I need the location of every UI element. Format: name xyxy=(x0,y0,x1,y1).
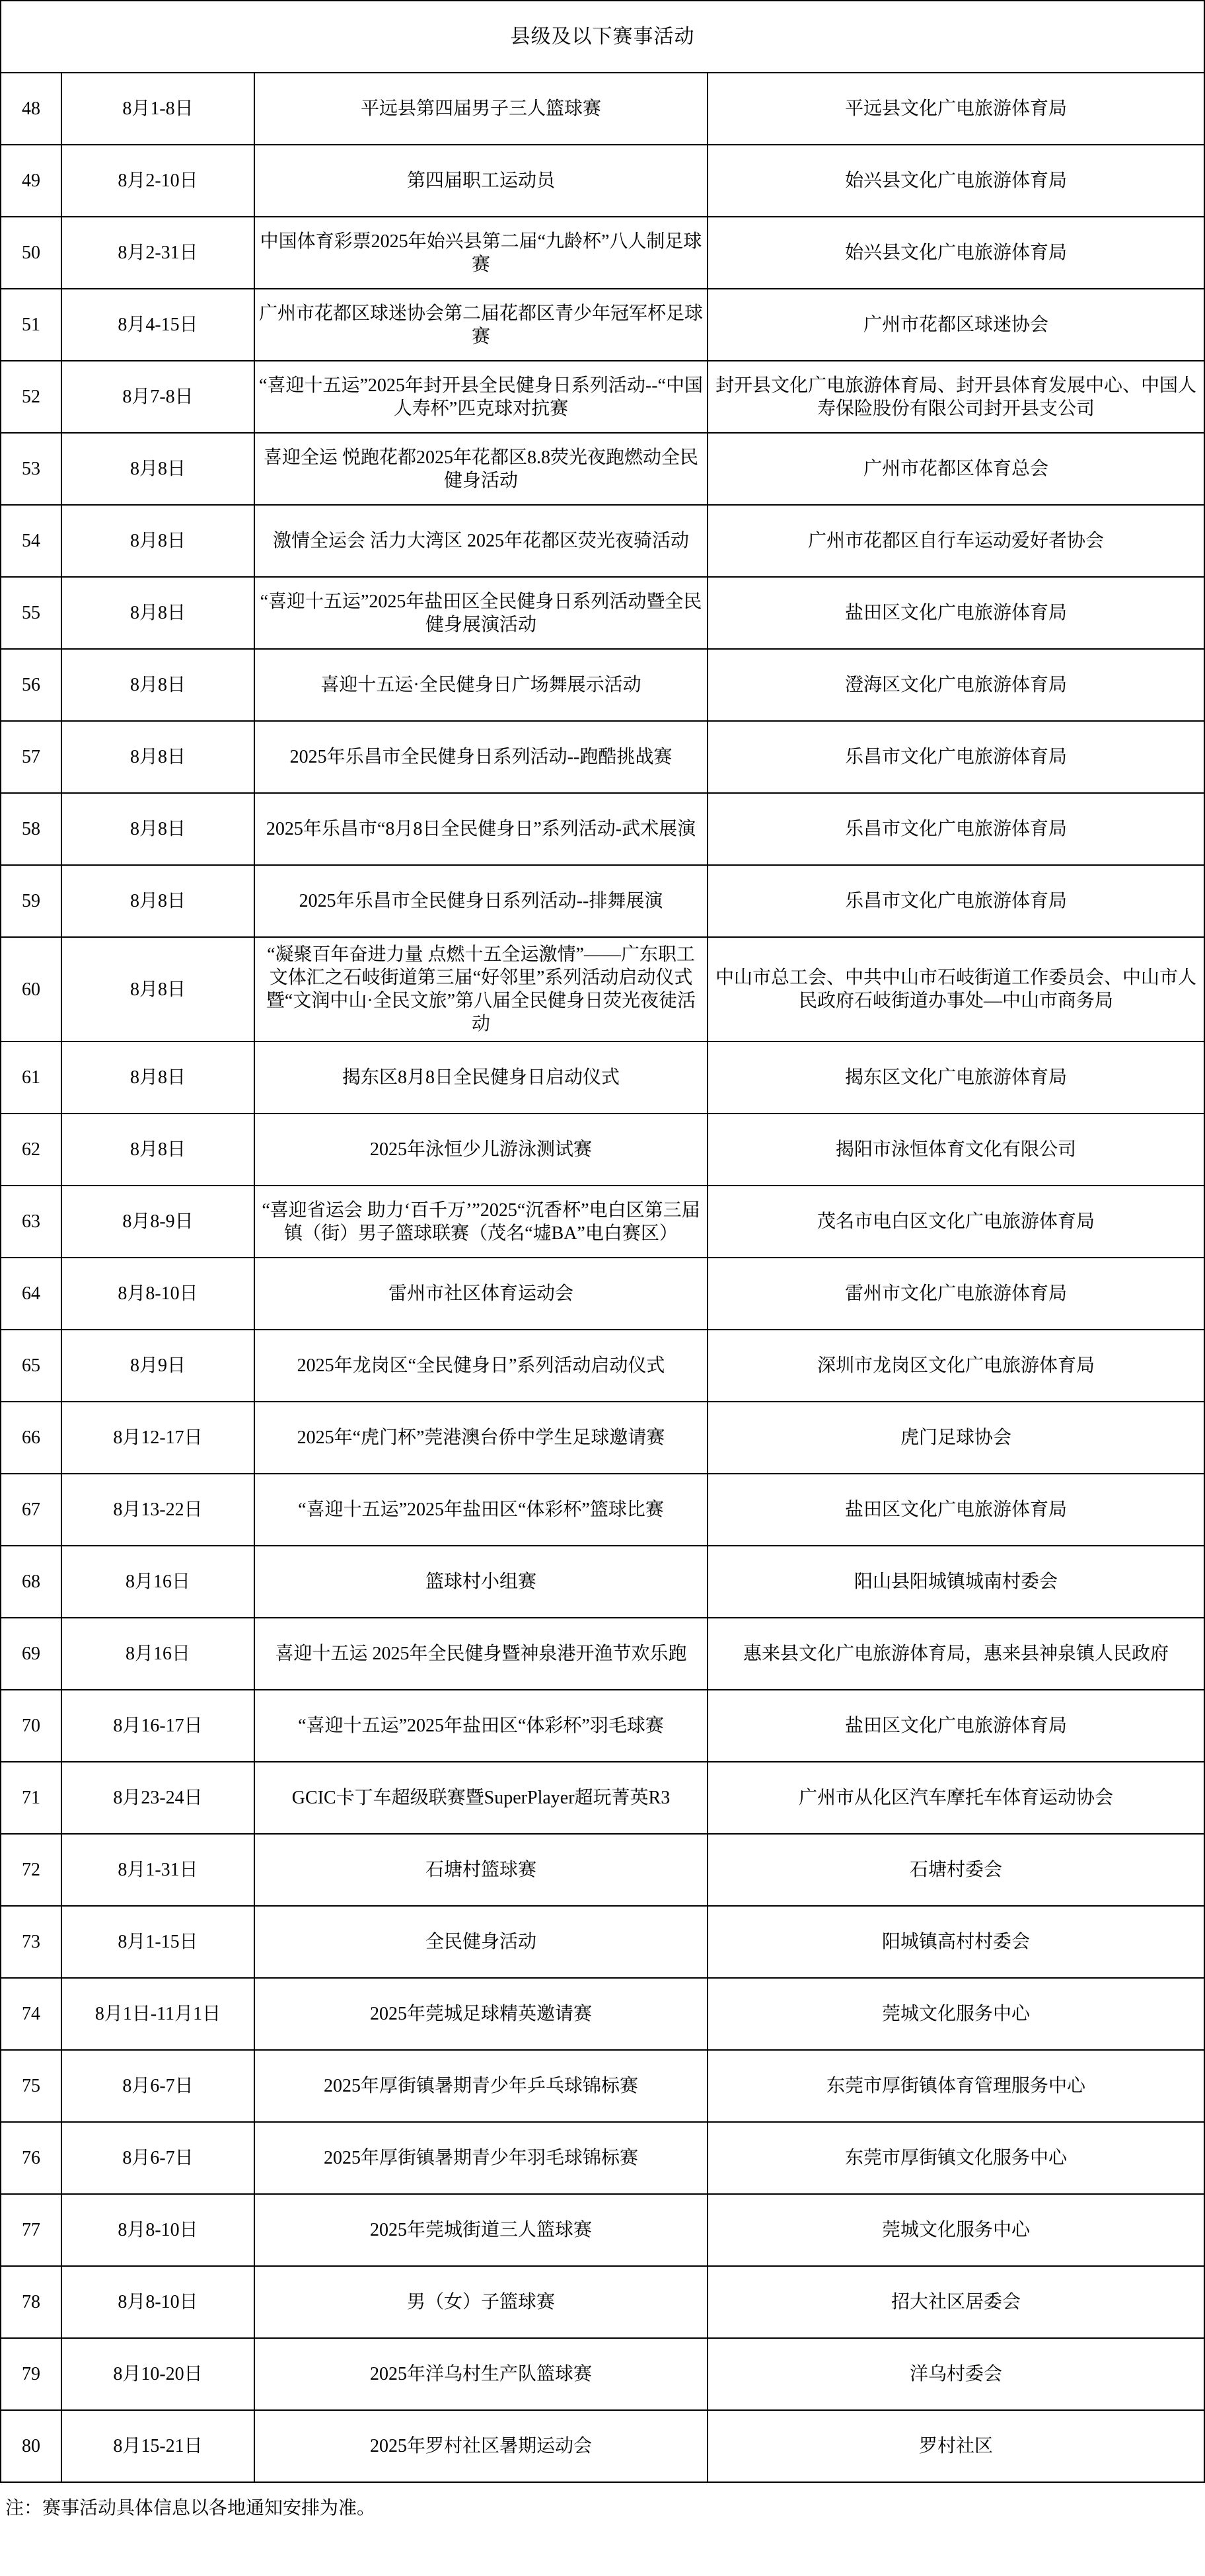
organizer-cell: 东莞市厚街镇文化服务中心 xyxy=(708,2122,1204,2194)
table-row xyxy=(1,1258,1204,1330)
row-number-cell: 74 xyxy=(1,1978,61,2050)
table-row xyxy=(1,73,1204,145)
row-number-cell: 71 xyxy=(1,1762,61,1834)
organizer-cell: 洋乌村委会 xyxy=(708,2338,1204,2410)
event-name-cell: 揭东区8月8日全民健身日启动仪式 xyxy=(254,1042,708,1114)
table-row xyxy=(1,2194,1204,2266)
table-row xyxy=(1,1042,1204,1114)
date-cell: 8月8-10日 xyxy=(61,2266,254,2338)
organizer-cell: 广州市花都区球迷协会 xyxy=(708,289,1204,361)
organizer-cell: 雷州市文化广电旅游体育局 xyxy=(708,1258,1204,1330)
row-number-cell: 56 xyxy=(1,649,61,721)
event-name-cell: 平远县第四届男子三人篮球赛 xyxy=(254,73,708,145)
table-body xyxy=(1,73,1204,2482)
event-name-cell: 喜迎十五运·全民健身日广场舞展示活动 xyxy=(254,649,708,721)
organizer-cell: 东莞市厚街镇体育管理服务中心 xyxy=(708,2050,1204,2122)
organizer-cell: 莞城文化服务中心 xyxy=(708,2194,1204,2266)
event-name-cell: 石塘村篮球赛 xyxy=(254,1834,708,1906)
event-name-cell: 2025年泳恒少儿游泳测试赛 xyxy=(254,1114,708,1186)
organizer-cell: 招大社区居委会 xyxy=(708,2266,1204,2338)
event-name-cell: 2025年厚街镇暑期青少年乒乓球锦标赛 xyxy=(254,2050,708,2122)
organizer-cell: 广州市花都区体育总会 xyxy=(708,433,1204,505)
organizer-cell: 乐昌市文化广电旅游体育局 xyxy=(708,865,1204,937)
row-number-cell: 72 xyxy=(1,1834,61,1906)
table-row xyxy=(1,2266,1204,2338)
organizer-cell: 盐田区文化广电旅游体育局 xyxy=(708,577,1204,649)
organizer-cell: 茂名市电白区文化广电旅游体育局 xyxy=(708,1186,1204,1258)
row-number-cell: 55 xyxy=(1,577,61,649)
organizer-cell: 虎门足球协会 xyxy=(708,1402,1204,1474)
row-number-cell: 69 xyxy=(1,1618,61,1690)
organizer-cell: 平远县文化广电旅游体育局 xyxy=(708,73,1204,145)
table-row xyxy=(1,649,1204,721)
table-row xyxy=(1,145,1204,217)
date-cell: 8月13-22日 xyxy=(61,1474,254,1546)
date-cell: 8月8日 xyxy=(61,793,254,865)
row-number-cell: 77 xyxy=(1,2194,61,2266)
table-row xyxy=(1,289,1204,361)
row-number-cell: 61 xyxy=(1,1042,61,1114)
table-row xyxy=(1,2050,1204,2122)
table-row xyxy=(1,1114,1204,1186)
event-name-cell: 2025年乐昌市全民健身日系列活动--跑酷挑战赛 xyxy=(254,721,708,793)
row-number-cell: 60 xyxy=(1,937,61,1042)
organizer-cell: 乐昌市文化广电旅游体育局 xyxy=(708,721,1204,793)
organizer-cell: 揭东区文化广电旅游体育局 xyxy=(708,1042,1204,1114)
organizer-cell: 中山市总工会、中共中山市石岐街道工作委员会、中山市人民政府石岐街道办事处—中山市商务局 xyxy=(708,937,1204,1042)
table-row xyxy=(1,1402,1204,1474)
table-row xyxy=(1,1906,1204,1978)
event-name-cell: 全民健身活动 xyxy=(254,1906,708,1978)
table-row xyxy=(1,2338,1204,2410)
date-cell: 8月2-31日 xyxy=(61,217,254,289)
date-cell: 8月1-8日 xyxy=(61,73,254,145)
row-number-cell: 63 xyxy=(1,1186,61,1258)
event-name-cell: 雷州市社区体育运动会 xyxy=(254,1258,708,1330)
row-number-cell: 59 xyxy=(1,865,61,937)
event-name-cell: 2025年厚街镇暑期青少年羽毛球锦标赛 xyxy=(254,2122,708,2194)
row-number-cell: 80 xyxy=(1,2410,61,2482)
event-name-cell: “凝聚百年奋进力量 点燃十五全运激情”——广东职工文体汇之石岐街道第三届“好邻里”系列活动启动仪式暨“文润中山·全民文旅”第八届全民健身日荧光夜徒活动 xyxy=(254,937,708,1042)
date-cell: 8月8日 xyxy=(61,649,254,721)
organizer-cell: 阳城镇高村村委会 xyxy=(708,1906,1204,1978)
row-number-cell: 52 xyxy=(1,361,61,433)
date-cell: 8月10-20日 xyxy=(61,2338,254,2410)
row-number-cell: 64 xyxy=(1,1258,61,1330)
table-row xyxy=(1,577,1204,649)
event-name-cell: 激情全运会 活力大湾区 2025年花都区荧光夜骑活动 xyxy=(254,505,708,577)
date-cell: 8月8-10日 xyxy=(61,2194,254,2266)
row-number-cell: 68 xyxy=(1,1546,61,1618)
event-name-cell: 2025年龙岗区“全民健身日”系列活动启动仪式 xyxy=(254,1330,708,1402)
event-name-cell: 2025年莞城足球精英邀请赛 xyxy=(254,1978,708,2050)
event-name-cell: 男（女）子篮球赛 xyxy=(254,2266,708,2338)
date-cell: 8月8日 xyxy=(61,505,254,577)
event-name-cell: “喜迎十五运”2025年封开县全民健身日系列活动--“中国人寿杯”匹克球对抗赛 xyxy=(254,361,708,433)
table-title-row xyxy=(1,1,1204,73)
date-cell: 8月2-10日 xyxy=(61,145,254,217)
organizer-cell: 广州市花都区自行车运动爱好者协会 xyxy=(708,505,1204,577)
table-row xyxy=(1,721,1204,793)
row-number-cell: 50 xyxy=(1,217,61,289)
organizer-cell: 罗村社区 xyxy=(708,2410,1204,2482)
date-cell: 8月1-15日 xyxy=(61,1906,254,1978)
date-cell: 8月16日 xyxy=(61,1546,254,1618)
date-cell: 8月4-15日 xyxy=(61,289,254,361)
row-number-cell: 49 xyxy=(1,145,61,217)
event-name-cell: 2025年乐昌市“8月8日全民健身日”系列活动-武术展演 xyxy=(254,793,708,865)
table-row xyxy=(1,361,1204,433)
table-row xyxy=(1,1330,1204,1402)
event-name-cell: 中国体育彩票2025年始兴县第二届“九龄杯”八人制足球赛 xyxy=(254,217,708,289)
date-cell: 8月1日-11月1日 xyxy=(61,1978,254,2050)
organizer-cell: 澄海区文化广电旅游体育局 xyxy=(708,649,1204,721)
date-cell: 8月23-24日 xyxy=(61,1762,254,1834)
row-number-cell: 73 xyxy=(1,1906,61,1978)
date-cell: 8月8日 xyxy=(61,577,254,649)
date-cell: 8月6-7日 xyxy=(61,2122,254,2194)
organizer-cell: 莞城文化服务中心 xyxy=(708,1978,1204,2050)
table-row xyxy=(1,793,1204,865)
date-cell: 8月8-10日 xyxy=(61,1258,254,1330)
row-number-cell: 57 xyxy=(1,721,61,793)
event-name-cell: “喜迎十五运”2025年盐田区全民健身日系列活动暨全民健身展演活动 xyxy=(254,577,708,649)
table-row xyxy=(1,1474,1204,1546)
event-name-cell: 2025年莞城街道三人篮球赛 xyxy=(254,2194,708,2266)
table-title: 县级及以下赛事活动 xyxy=(1,1,1204,73)
table-row xyxy=(1,937,1204,1042)
organizer-cell: 乐昌市文化广电旅游体育局 xyxy=(708,793,1204,865)
table-row xyxy=(1,217,1204,289)
event-name-cell: 2025年乐昌市全民健身日系列活动--排舞展演 xyxy=(254,865,708,937)
event-name-cell: 喜迎全运 悦跑花都2025年花都区8.8荧光夜跑燃动全民健身活动 xyxy=(254,433,708,505)
event-name-cell: 2025年洋乌村生产队篮球赛 xyxy=(254,2338,708,2410)
date-cell: 8月16-17日 xyxy=(61,1690,254,1762)
event-name-cell: 广州市花都区球迷协会第二届花都区青少年冠军杯足球赛 xyxy=(254,289,708,361)
date-cell: 8月9日 xyxy=(61,1330,254,1402)
organizer-cell: 始兴县文化广电旅游体育局 xyxy=(708,217,1204,289)
table-row xyxy=(1,1186,1204,1258)
table-row xyxy=(1,505,1204,577)
event-name-cell: 第四届职工运动员 xyxy=(254,145,708,217)
date-cell: 8月1-31日 xyxy=(61,1834,254,1906)
row-number-cell: 65 xyxy=(1,1330,61,1402)
event-name-cell: “喜迎省运会 助力‘百千万’”2025“沉香杯”电白区第三届镇（街）男子篮球联赛（茂名“墟BA”电白赛区） xyxy=(254,1186,708,1258)
table-row xyxy=(1,1546,1204,1618)
organizer-cell: 广州市从化区汽车摩托车体育运动协会 xyxy=(708,1762,1204,1834)
row-number-cell: 54 xyxy=(1,505,61,577)
date-cell: 8月15-21日 xyxy=(61,2410,254,2482)
organizer-cell: 揭阳市泳恒体育文化有限公司 xyxy=(708,1114,1204,1186)
table-row xyxy=(1,1618,1204,1690)
organizer-cell: 石塘村委会 xyxy=(708,1834,1204,1906)
row-number-cell: 78 xyxy=(1,2266,61,2338)
event-name-cell: “喜迎十五运”2025年盐田区“体彩杯”篮球比赛 xyxy=(254,1474,708,1546)
row-number-cell: 51 xyxy=(1,289,61,361)
event-name-cell: 2025年“虎门杯”莞港澳台侨中学生足球邀请赛 xyxy=(254,1402,708,1474)
row-number-cell: 67 xyxy=(1,1474,61,1546)
table-row xyxy=(1,1834,1204,1906)
row-number-cell: 75 xyxy=(1,2050,61,2122)
date-cell: 8月6-7日 xyxy=(61,2050,254,2122)
table-row xyxy=(1,1978,1204,2050)
footer-note: 注：赛事活动具体信息以各地通知安排为准。 xyxy=(5,2498,376,2519)
row-number-cell: 76 xyxy=(1,2122,61,2194)
organizer-cell: 惠来县文化广电旅游体育局，惠来县神泉镇人民政府 xyxy=(708,1618,1204,1690)
table-row xyxy=(1,2122,1204,2194)
date-cell: 8月12-17日 xyxy=(61,1402,254,1474)
table-row xyxy=(1,1690,1204,1762)
row-number-cell: 79 xyxy=(1,2338,61,2410)
date-cell: 8月8日 xyxy=(61,1042,254,1114)
row-number-cell: 66 xyxy=(1,1402,61,1474)
event-name-cell: GCIC卡丁车超级联赛暨SuperPlayer超玩菁英R3 xyxy=(254,1762,708,1834)
row-number-cell: 70 xyxy=(1,1690,61,1762)
organizer-cell: 盐田区文化广电旅游体育局 xyxy=(708,1690,1204,1762)
table-row xyxy=(1,1762,1204,1834)
table-row xyxy=(1,433,1204,505)
organizer-cell: 始兴县文化广电旅游体育局 xyxy=(708,145,1204,217)
organizer-cell: 封开县文化广电旅游体育局、封开县体育发展中心、中国人寿保险股份有限公司封开县支公司 xyxy=(708,361,1204,433)
row-number-cell: 53 xyxy=(1,433,61,505)
row-number-cell: 62 xyxy=(1,1114,61,1186)
date-cell: 8月8日 xyxy=(61,937,254,1042)
date-cell: 8月8日 xyxy=(61,721,254,793)
date-cell: 8月8日 xyxy=(61,433,254,505)
date-cell: 8月7-8日 xyxy=(61,361,254,433)
row-number-cell: 58 xyxy=(1,793,61,865)
organizer-cell: 深圳市龙岗区文化广电旅游体育局 xyxy=(708,1330,1204,1402)
organizer-cell: 盐田区文化广电旅游体育局 xyxy=(708,1474,1204,1546)
event-name-cell: “喜迎十五运”2025年盐田区“体彩杯”羽毛球赛 xyxy=(254,1690,708,1762)
organizer-cell: 阳山县阳城镇城南村委会 xyxy=(708,1546,1204,1618)
table-row xyxy=(1,2410,1204,2482)
date-cell: 8月8日 xyxy=(61,1114,254,1186)
event-name-cell: 喜迎十五运 2025年全民健身暨神泉港开渔节欢乐跑 xyxy=(254,1618,708,1690)
row-number-cell: 48 xyxy=(1,73,61,145)
date-cell: 8月8日 xyxy=(61,865,254,937)
date-cell: 8月16日 xyxy=(61,1618,254,1690)
date-cell: 8月8-9日 xyxy=(61,1186,254,1258)
event-name-cell: 2025年罗村社区暑期运动会 xyxy=(254,2410,708,2482)
event-name-cell: 篮球村小组赛 xyxy=(254,1546,708,1618)
table-row xyxy=(1,865,1204,937)
